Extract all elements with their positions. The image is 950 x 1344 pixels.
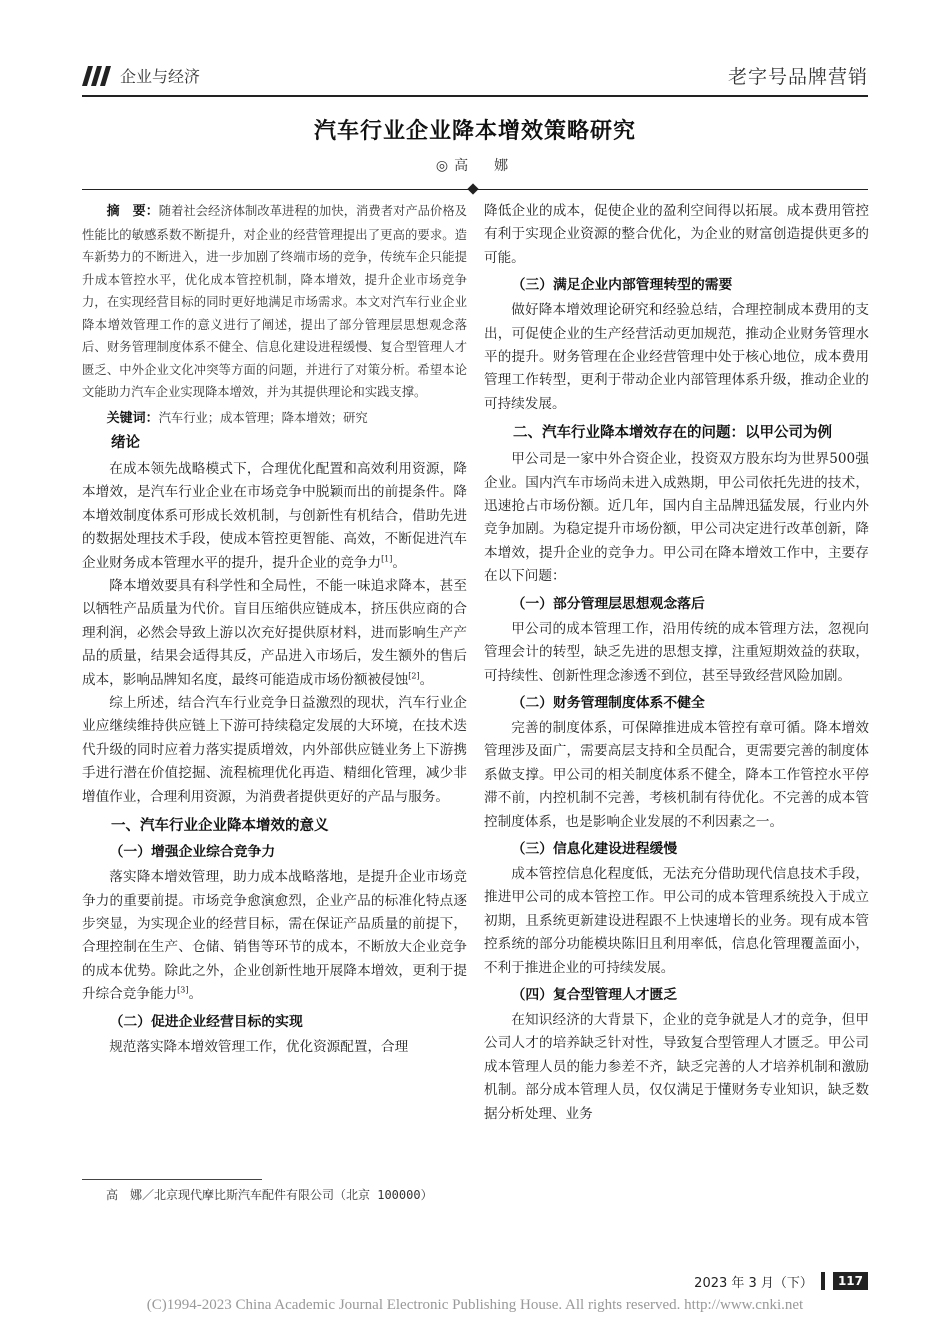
header-rule	[82, 95, 868, 97]
column-name: 企业与经济	[120, 67, 201, 86]
subsection-heading: （一）部分管理层思想观念落后	[511, 595, 705, 612]
section-heading: 二、汽车行业降本增效存在的问题：以甲公司为例	[513, 425, 832, 442]
intro-paragraph: 降本增效要具有科学性和全局性，不能一味追求降本，甚至以牺牲产品质量为代价。盲目压缩供应链成本，挤压供应商的合理利润，必然会导致上游以次充好提供原材料，进而影响生产产品的质量，结果会适得其反，产品进入市场后，发生额外的售后成本，影响品牌知名度，最终可能造成市场份额被侵蚀[2]。	[82, 578, 467, 688]
body-paragraph: 完善的制度体系，可保障推进成本管控有章可循。降本增效管理涉及面广，需要高层支持和全员配合，更需要完善的制度体系做支撑。甲公司的相关制度体系不健全，降本工作管控水平停滞不前，内控机制不完善，考核机制有待优化。不完善的成本管控制度体系，也是影响企业发展的不利因素之一。	[484, 719, 869, 830]
issue-date: 2023 年 3 月（下）	[694, 1275, 813, 1291]
keywords	[82, 407, 467, 431]
intro-paragraph: 综上所述，结合汽车行业竞争日益激烈的现状，汽车行业企业应继续维持供应链上下游可持续稳定发展的大环境，在技术迭代升级的同时应着力落实提质增效，内外部供应链业务上下游携手进行潜在价值挖掘、流程梳理优化再造、精细化管理，减少非增值作业，合理利用资源，为消费者提供更好的产品与服务。	[82, 695, 467, 805]
subsection-heading: （一）增强企业综合竞争力	[109, 844, 276, 861]
body-paragraph: 成本管控信息化程度低，无法充分借助现代信息技术手段，推进甲公司的成本管控工作。甲公司的成本管理系统投入于成立初期，且系统更新建设进程跟不上快速增长的业务。现有成本管控系统的部分功能模块陈旧且利用率低，信息化管理覆盖面小，不利于推进企业的可持续发展。	[484, 865, 869, 976]
copyright-notice: (C)1994-2023 China Academic Journal Electronic Publishing House. All rights reserved. http://www.cnki.net	[146, 1297, 804, 1313]
body-paragraph: 落实降本增效管理，助力成本战略落地，是提升企业市场竞争力的重要前提。市场竞争愈演愈烈，企业产品的标准化特点逐步突显，为实现企业的经营目标，需在保证产品质量的前提下，合理控制在生产、仓储、销售等环节的成本，不断放大企业竞争的成本优势。除此之外，企业创新性地开展降本增效，更利于提升综合竞争能力[3]。	[82, 869, 467, 1003]
body-paragraph: 做好降本增效理论研究和经验总结，合理控制成本费用的支出，可促使企业的生产经营活动更加规范，推动企业财务管理水平的提升。财务管理在企业经营管理中处于核心地位，成本费用管理工作转型，更利于带动企业内部管理体系升级，推动企业的可持续发展。	[484, 302, 869, 412]
author-footnote: 高 娜／北京现代摩比斯汽车配件有限公司（北京 100000）	[106, 1188, 433, 1202]
abstract	[82, 200, 467, 404]
article-author: ◎高 娜	[435, 158, 515, 174]
left-column	[82, 200, 467, 1059]
footer-bar	[821, 1272, 825, 1290]
page-footer	[694, 1270, 868, 1292]
page-header	[82, 60, 868, 94]
footnote-rule	[82, 1179, 262, 1180]
intro-paragraph: 在成本领先战略模式下，合理优化配置和高效利用资源，降本增效，是汽车行业企业在市场竞争中脱颖而出的前提条件。降本增效制度体系可形成长效机制，与创新性有机结合，借助先进的数据处理技术手段，使成本管控更智能、高效，不断促进汽车企业财务成本管理水平的提升，提升企业的竞争力[1]。	[82, 461, 467, 571]
keywords-label: 关键词：	[106, 410, 159, 426]
keywords-text: 汽车行业；成本管理；降本增效；研究	[158, 410, 368, 425]
body-paragraph: 在知识经济的大背景下，企业的竞争就是人才的竞争，但甲公司人才的培养缺乏针对性，导致复合型管理人才匮乏。甲公司成本管理人员的能力参差不齐，缺乏完善的人才培养机制和激励机制。部分成本管理人员，仅仅满足于懂财务专业知识，缺乏数据分析处理、业务	[484, 1011, 869, 1122]
citation: [3]	[177, 985, 189, 995]
body-paragraph: 降低企业的成本，促使企业的盈利空间得以拓展。成本费用管控有利于实现企业资源的整合优化，为企业的财富创造提供更多的可能。	[484, 203, 869, 266]
subsection-heading: （三）满足企业内部管理转型的需要	[511, 277, 733, 294]
body-paragraph: 甲公司是一家中外合资企业，投资双方股东均为世界500强企业。国内汽车市场尚未进入成熟期，甲公司依托先进的技术，迅速抢占市场份额。近几年，国内自主品牌迅猛发展，行业内外竞争加剧。为稳定提升市场份额，甲公司决定进行改革创新，降本增效，提升企业的竞争力。甲公司在降本增效工作中，主要存在以下问题：	[484, 451, 869, 585]
subsection-heading: （二）促进企业经营目标的实现	[109, 1013, 303, 1030]
journal-logo-icon	[82, 66, 116, 86]
subsection-heading: （二）财务管理制度体系不健全	[511, 694, 705, 711]
abstract-text: 随着社会经济体制改革进程的加快，消费者对产品价格及性能比的敏感系数不断提升，对企业的经营管理提出了更高的要求。造车新势力的不断进入，进一步加剧了终端市场的竞争，传统车企只能提升成本管控水平，优化成本管控机制，降本增效，提升企业市场竞争力，在实现经营目标的同时更好地满足市场需求。本文对汽车行业企业降本增效管理工作的意义进行了阐述，提出了部分管理层思想观念落后、财务管理制度体系不健全、信息化建设进程缓慢、复合型管理人才匮乏、中外企业文化冲突等方面的问题，并进行了对策分析。希望本论文能助力汽车企业实现降本增效，并为其提供理论和实践支撑。	[82, 204, 467, 399]
citation: [1]	[381, 554, 393, 564]
abstract-label: 摘 要：	[106, 204, 159, 219]
body-paragraph: 甲公司的成本管理工作，沿用传统的成本管理方法，忽视向管理会计的转型，缺乏先进的思想支撑，注重短期效益的获取，可持续性、创新性理念渗透不到位，甚至导致经营风险加剧。	[484, 620, 869, 684]
body-paragraph: 规范落实降本增效管理工作，优化资源配置，合理	[109, 1038, 409, 1055]
article-title: 汽车行业企业降本增效策略研究	[313, 119, 636, 144]
subsection-heading: （三）信息化建设进程缓慢	[511, 840, 678, 857]
separator-diamond-icon	[467, 183, 478, 194]
citation: [2]	[408, 671, 420, 681]
section-name: 老字号品牌营销	[727, 66, 868, 88]
section-heading: 一、汽车行业企业降本增效的意义	[111, 818, 329, 835]
right-column	[484, 200, 869, 1126]
page-number: 117	[833, 1272, 868, 1290]
intro-heading: 绪论	[111, 435, 140, 451]
subsection-heading: （四）复合型管理人才匮乏	[511, 986, 678, 1003]
